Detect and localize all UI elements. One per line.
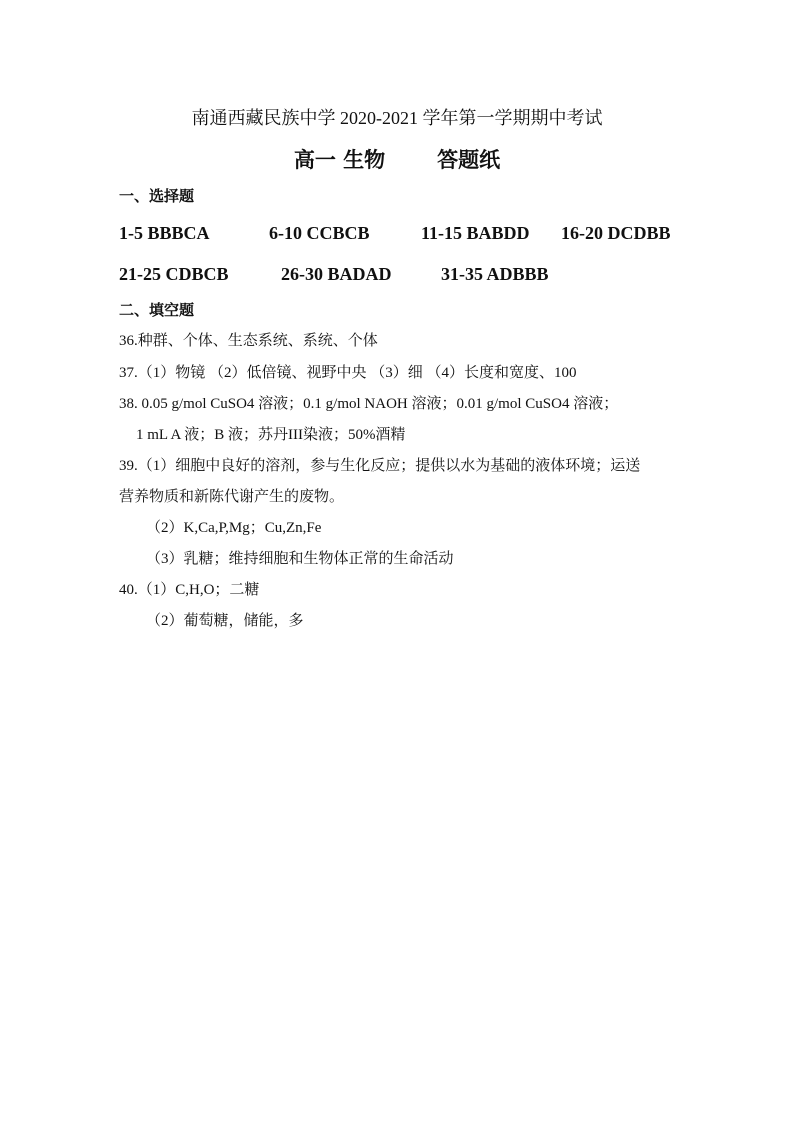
subtitle-answer-sheet: 答题纸 (437, 148, 501, 172)
answer-line-40: 40.（1）C,H,O；二糖 (119, 582, 260, 598)
choice-answer-group: 21-25 CDBCB (119, 264, 229, 284)
choice-answer-group: 31-35 ADBBB (441, 264, 549, 284)
answer-line-37: 37.（1）物镜 （2）低倍镜、视野中央 （3）细 （4）长度和宽度、100 (119, 365, 577, 381)
choice-answer-group: 16-20 DCDBB (561, 223, 671, 243)
section-heading-choice: 一、选择题 (119, 187, 195, 205)
subtitle-grade-subject: 高一 生物 (293, 148, 386, 172)
exam-subtitle (0, 146, 794, 174)
exam-title: 南通西藏民族中学 2020-2021 学年第一学期期中考试 (191, 108, 603, 128)
answer-line-39-3: （3）乳糖；维持细胞和生物体正常的生命活动 (146, 551, 454, 567)
answer-line-39-cont: 营养物质和新陈代谢产生的废物。 (119, 489, 345, 505)
answer-line-40-2: （2）葡萄糖，储能，多 (146, 613, 304, 629)
answer-line-38-cont: 1 mL A 液；B 液；苏丹III染液；50%酒精 (136, 427, 406, 443)
answer-line-39: 39.（1）细胞中良好的溶剂，参与生化反应；提供以水为基础的液体环境；运送 (119, 458, 641, 474)
choice-answer-group: 26-30 BADAD (281, 264, 392, 284)
choice-answer-group: 1-5 BBBCA (119, 223, 210, 243)
choice-answer-group: 11-15 BABDD (421, 223, 530, 243)
choice-answer-group: 6-10 CCBCB (269, 223, 370, 243)
answer-line-39-2: （2）K,Ca,P,Mg；Cu,Zn,Fe (146, 520, 322, 536)
answer-line-38: 38. 0.05 g/mol CuSO4 溶液；0.1 g/mol NAOH 溶液；0.01 g/mol CuSO4 溶液； (119, 396, 619, 412)
answer-line-36: 36.种群、个体、生态系统、系统、个体 (119, 333, 378, 349)
section-heading-fill: 二、填空题 (119, 301, 195, 319)
